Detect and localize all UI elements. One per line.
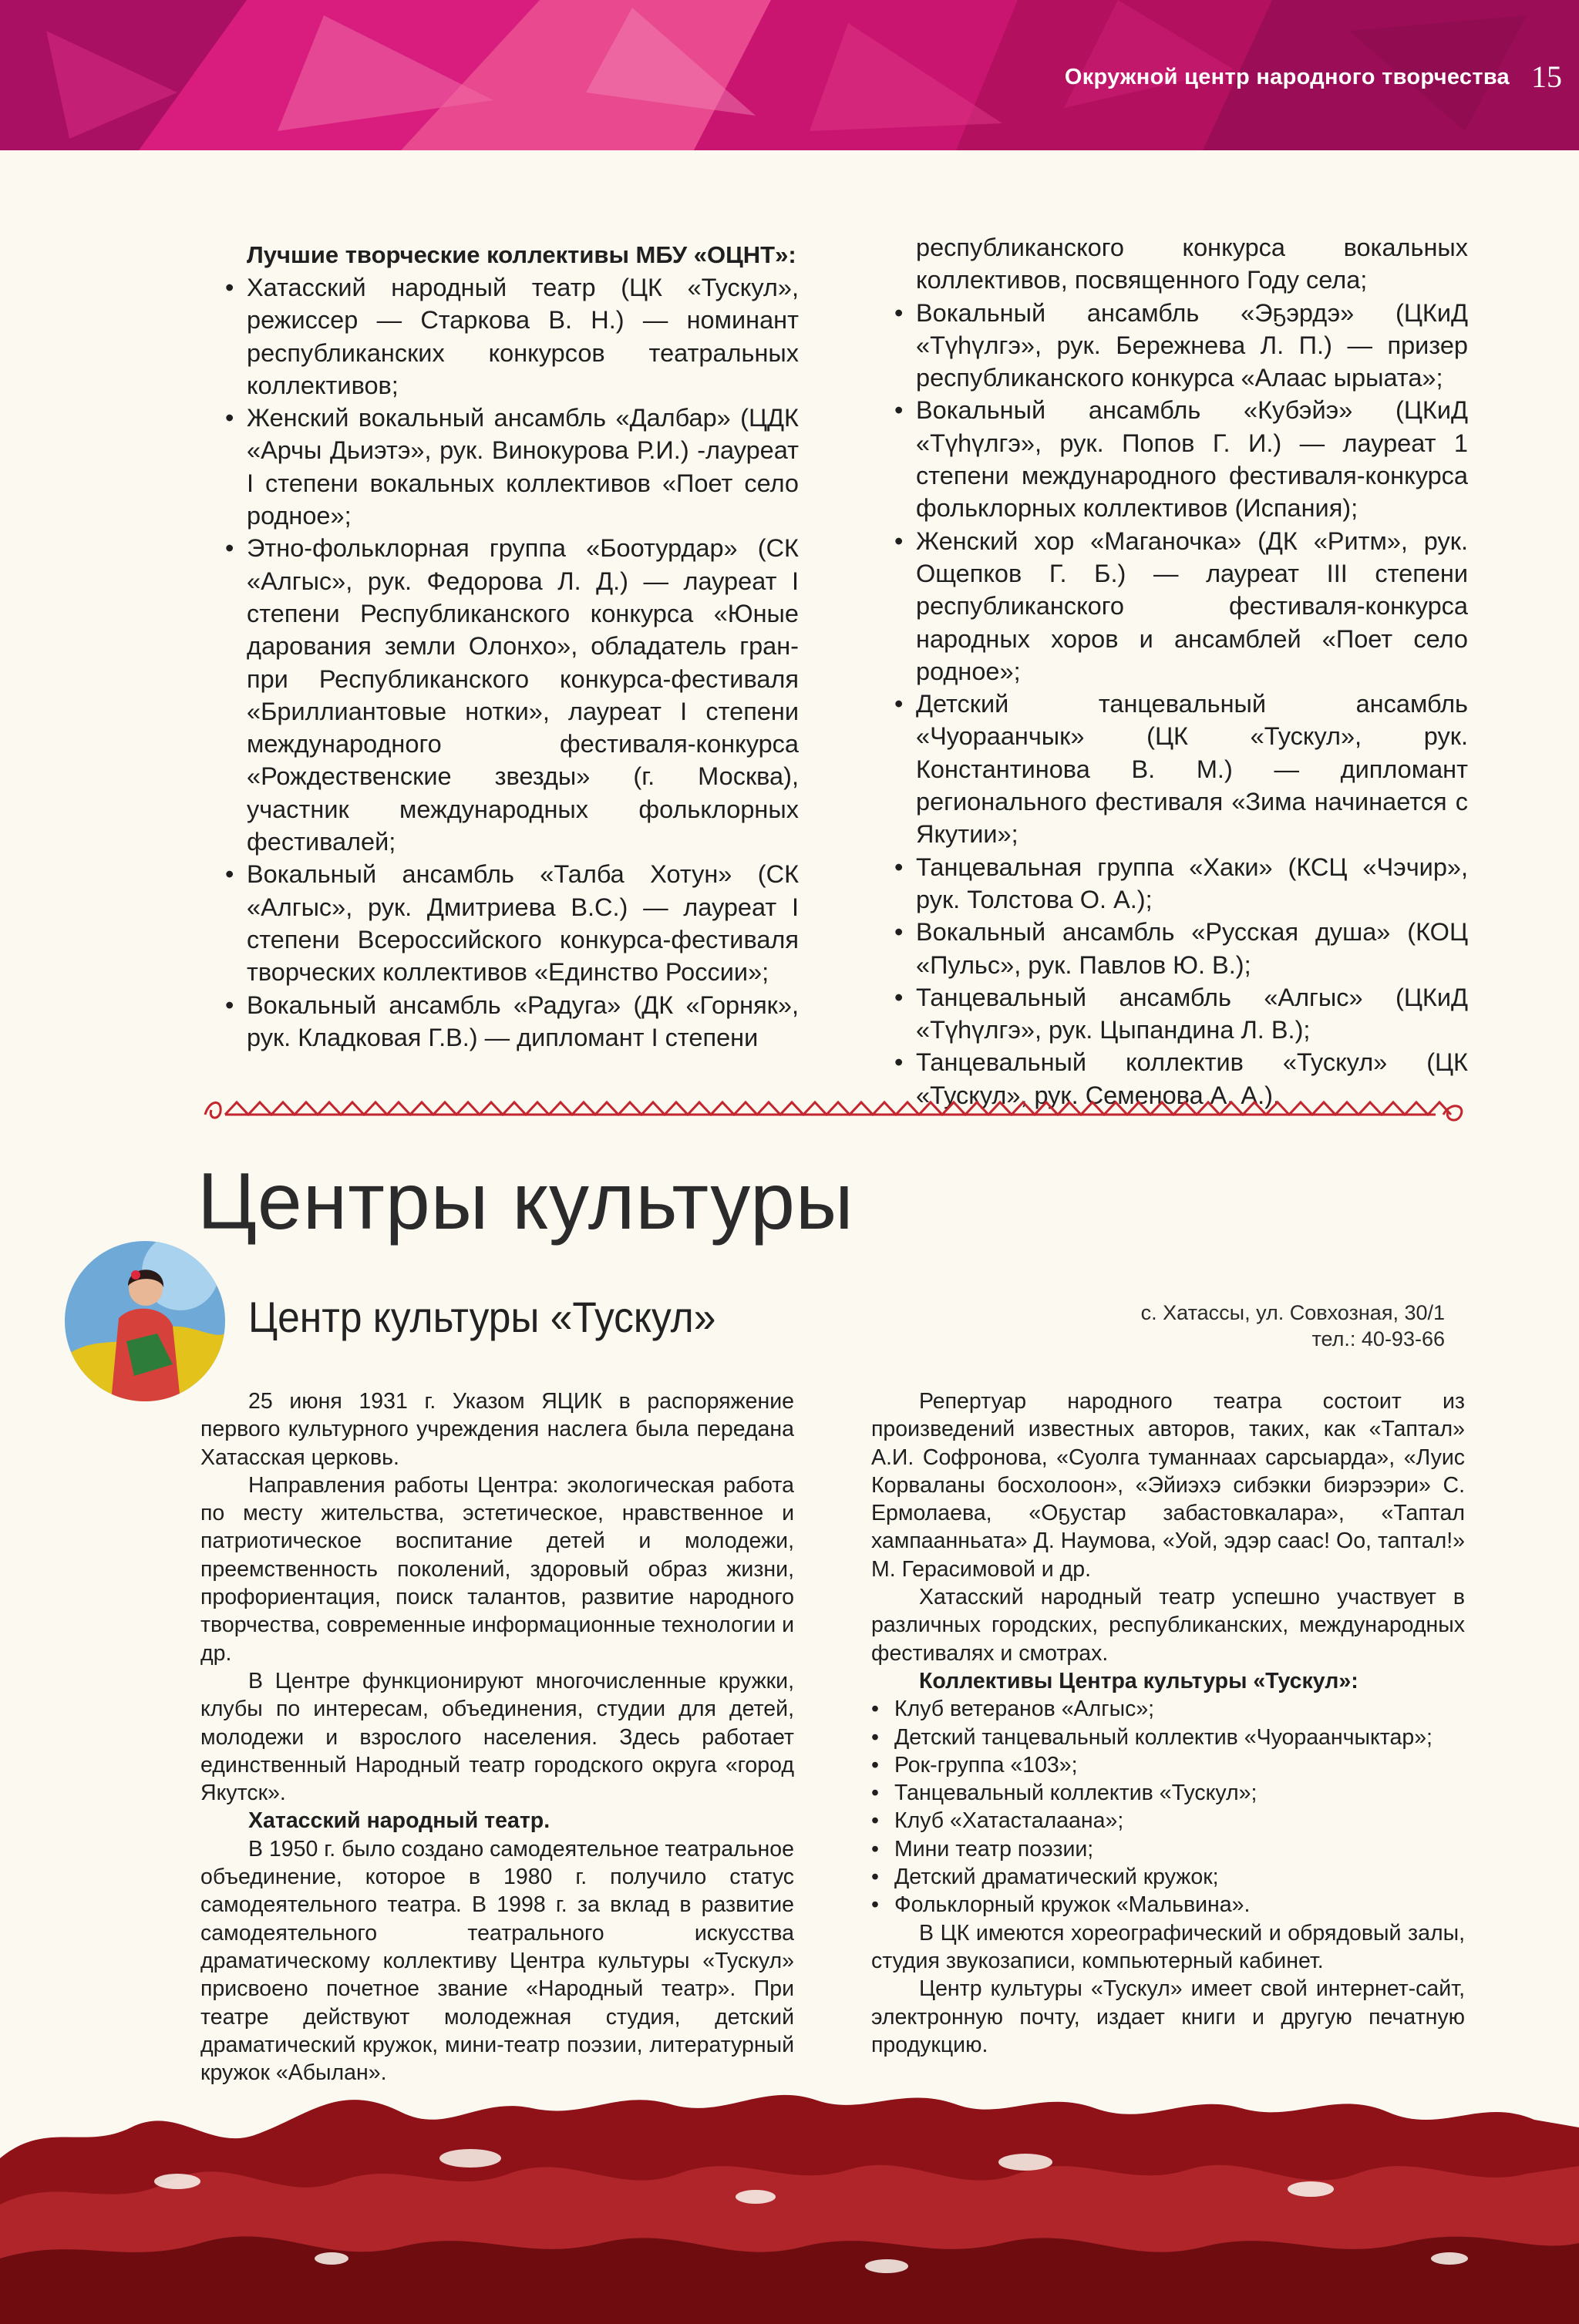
bottom-left-column (200, 1387, 794, 2087)
list-item: • Танцевальный ансамбль «Алгыс» (ЦКиД «Түһүлгэ», рук. Цыпандина Л. В.); (894, 981, 1468, 1047)
list-continuation: республиканского конкурса вокальных коллективов, посвященного Году села; (916, 234, 1468, 294)
center-contact (1141, 1300, 1445, 1352)
list-item: • Фольклорный кружок «Мальвина». (871, 1891, 1465, 1919)
list-item: • Женский хор «Маганочка» (ДК «Ритм», рук. Ощепков Г. Б.) — лауреат III степени республиканского фестиваля-конкурса народных хоров и ансамблей «Поет село родное»; (894, 525, 1468, 688)
list-item: • Детский танцевальный коллектив «Чуораанчыктар»; (871, 1724, 1465, 1751)
page-footer-ornament (0, 2066, 1579, 2324)
list-item: • Детский драматический кружок; (871, 1863, 1465, 1891)
page-header (0, 0, 1579, 150)
paragraph: В ЦК имеются хореографический и обрядовый залы, студия звукозаписи, компьютерный кабинет. (871, 1920, 1465, 1973)
list-item: • Танцевальный коллектив «Тускул»; (871, 1779, 1465, 1807)
paragraph: Репертуар народного театра состоит из произведений известных авторов, таких, как «Таптал» А.И. Софронова, «Суолга туманнаах сарсыарда», «Луис Корваланы босхолоон», «Эйиэхэ сибэкки биэрээри» С. Ермолаева, «Оҕустар забастовкалара», «Таптал хампаанньата» Д. Наумова, «Уой, эдэр саас! Оо, таптал!» М. Герасимовой и др. (871, 1389, 1465, 1582)
list-item: • Детский танцевальный ансамбль «Чуораанчык» (ЦК «Тускул», рук. Константинова В. М.) — дипломант регионального фестиваля «Зима начинается с Якутии»; (894, 688, 1468, 850)
list-item: • Мини театр поэзии; (871, 1835, 1465, 1863)
list-item: • Хатасский народный театр (ЦК «Тускул», режиссер — Старкова В. Н.) — номинант республиканских конкурсов театральных коллективов; (225, 271, 799, 402)
theatre-heading: Хатасский народный театр. (248, 1808, 550, 1834)
list-item: • Клуб ветеранов «Алгыс»; (871, 1695, 1465, 1723)
paragraph: Хатасский народный театр успешно участвует в различных городских, республиканских, международных фестивалях и смотрах. (871, 1585, 1465, 1666)
center-phone: тел.: 40-93-66 (1311, 1327, 1445, 1350)
list-item: • Вокальный ансамбль «Эҕэрдэ» (ЦКиД «Түһүлгэ», рук. Бережнева Л. П.) — призер республиканского конкурса «Алаас ырыата»; (894, 297, 1468, 395)
paragraph: В 1950 г. было создано самодеятельное театральное объединение, которое в 1980 г. получило статус самодеятельного театра. В 1998 г. за вклад в развитие самодеятельного театрального искусства драматическому коллективу Центра культуры «Тускул» присвоено почетное звание «Народный театр». При театре действуют молодежная студия, детский драматический кружок, мини-театр поэзии, литературный кружок «Абылан». (200, 1836, 794, 2086)
top-right-column (894, 231, 1468, 1112)
best-collectives-list-left (225, 271, 799, 1054)
paragraph: Направления работы Центра: экологическая работа по месту жительства, эстетическое, нравственное и патриотическое воспитание детей и молодежи, преемственность поколений, здоровый образ жизни, профориентация, поиск талантов, развитие народного творчества, современные информационные технологии и др. (200, 1472, 795, 1666)
list-item: • Этно-фольклорная группа «Боотурдар» (СК «Алгыс», рук. Федорова Л. Д.) — лауреат I степени Республиканского конкурса «Юные дарования земли Олонхо», обладатель гран-при Республиканского конкурса-фестиваля «Бриллиантовые нотки», лауреат I степени международного фестиваля-конкурса «Рождественские звезды» (г. Москва), участник международных фольклорных фестивалей; (225, 532, 799, 858)
list-item: • Вокальный ансамбль «Радуга» (ДК «Горняк», рук. Кладковая Г.В.) — дипломант I степени (225, 989, 799, 1054)
best-collectives-list-right (894, 297, 1468, 1112)
list-item: • Вокальный ансамбль «Кубэйэ» (ЦКиД «Түһүлгэ», рук. Попов Г. И.) — лауреат 1 степени международного фестиваля-конкурса фольклорных коллективов (Испания); (894, 394, 1468, 524)
list-item: • Танцевальный коллектив «Тускул» (ЦК «Тускул», рук. Семенова А. А.). (894, 1046, 1468, 1112)
paragraph: 25 июня 1931 г. Указом ЯЦИК в распоряжение первого культурного учреждения наслега была передана Хатасская церковь. (200, 1389, 794, 1470)
center-title: Центр культуры «Тускул» (248, 1293, 716, 1341)
top-left-column (225, 239, 799, 1054)
bottom-right-column (871, 1387, 1465, 2059)
list-item: • Вокальный ансамбль «Талба Хотун» (СК «Алгыс», рук. Дмитриева В.С.) — лауреат I степени Всероссийского конкурса-фестиваля творческих коллективов «Единство России»; (225, 858, 799, 988)
ornament-divider (202, 1091, 1466, 1127)
list-item: • Рок-группа «103»; (871, 1751, 1465, 1779)
paragraph: Центр культуры «Тускул» имеет свой интернет-сайт, электронную почту, издает книги и другую печатную продукцию. (871, 1976, 1465, 2057)
best-collectives-heading: Лучшие творческие коллективы МБУ «ОЦНТ»: (247, 241, 796, 268)
list-item: • Вокальный ансамбль «Русская душа» (КОЦ «Пульс», рук. Павлов Ю. В.); (894, 916, 1468, 981)
list-item: • Клуб «Хатасталаана»; (871, 1807, 1465, 1835)
center-address: с. Хатассы, ул. Совхозная, 30/1 (1140, 1301, 1445, 1324)
paragraph: В Центре функционируют многочисленные кружки, клубы по интересам, объединения, студии для детей, молодежи и взрослого населения. Здесь работает единственный Народный театр городского округа «город Якутск». (200, 1668, 794, 1806)
collectives-heading: Коллективы Центра культуры «Тускул»: (919, 1668, 1358, 1693)
collectives-list (871, 1695, 1465, 1919)
running-head: Окружной центр народного творчества (1064, 65, 1510, 89)
center-portrait-image (65, 1241, 225, 1401)
footer-pattern (0, 2066, 1579, 2324)
section-title: Центры культуры (197, 1157, 854, 1246)
list-item: • Женский вокальный ансамбль «Далбар» (ЦДК «Арчы Дьиэтэ», рук. Винокурова Р.И.) -лауреат I степени вокальных коллективов «Поет село родное»; (225, 402, 799, 532)
list-item: • Танцевальная группа «Хаки» (КСЦ «Чэчир», рук. Толстова О. А.); (894, 851, 1468, 916)
page-number: 15 (1531, 59, 1562, 94)
